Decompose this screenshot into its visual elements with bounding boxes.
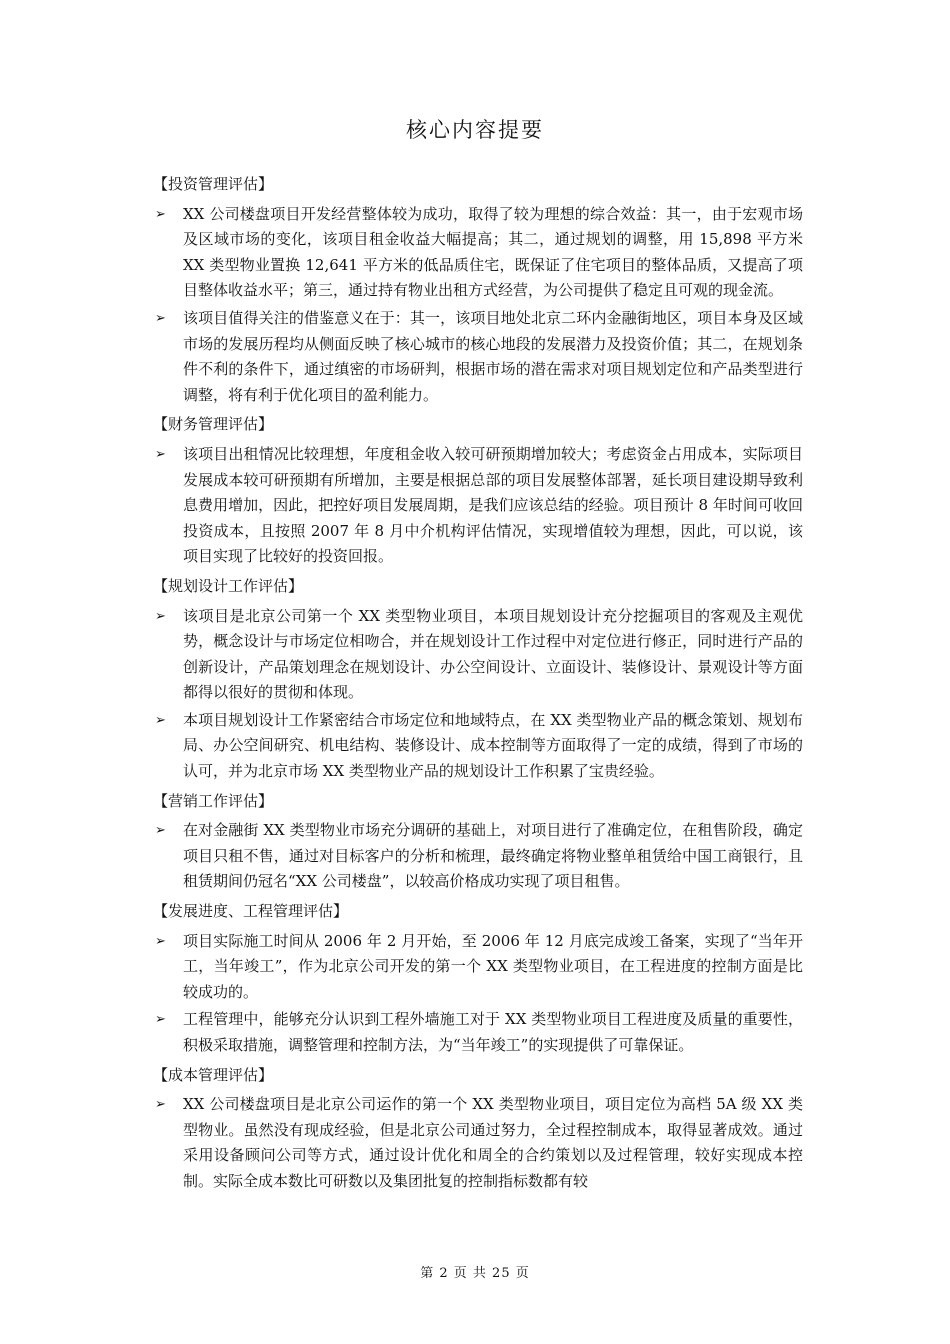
section-heading: 【投资管理评估】 <box>153 175 274 193</box>
arrow-bullet-icon: ➢ <box>155 608 166 624</box>
section <box>153 172 803 408</box>
arrow-bullet-icon: ➢ <box>155 206 166 222</box>
arrow-bullet-icon: ➢ <box>155 446 166 462</box>
arrow-bullet-icon: ➢ <box>155 823 166 839</box>
bullet-text: 在对金融街 XX 类型物业市场充分调研的基础上，对项目进行了准确定位，在租售阶段，确定项目只租不售，通过对目标客户的分析和梳理，最终确定将物业整单租赁给中国工商银行，且租赁期间仍冠名“XX 公司楼盘”，以较高价格成功实现了项目租售。 <box>183 821 803 891</box>
arrow-bullet-icon: ➢ <box>155 1012 166 1028</box>
page-footer: 第 2 页 共 25 页 <box>420 1266 530 1281</box>
arrow-bullet-icon: ➢ <box>155 933 166 949</box>
bullet-item <box>153 929 803 1006</box>
bullet-text: 项目实际施工时间从 2006 年 2 月开始，至 2006 年 12 月底完成竣工备案，实现了“当年开工，当年竣工”，作为北京公司开发的第一个 XX 类型物业项目，在工程进度的控制方面是比较成功的。 <box>183 931 803 1001</box>
section-heading: 【规划设计工作评估】 <box>153 576 304 595</box>
arrow-bullet-icon: ➢ <box>155 1097 166 1113</box>
bullet-text: XX 公司楼盘项目开发经营整体较为成功，取得了较为理想的综合效益：其一，由于宏观市场及区域市场的变化，该项目租金收益大幅提高；其二，通过规划的调整，用 15,898 平方米 XX 类型物业置换 12,641 平方米的低品质住宅，既保证了住宅项目的整体品质，又提高了项目整体收益水平；第三，通过持有物业出租方式经营，为公司提供了稳定且可观的现金流。 <box>183 204 803 300</box>
document-body <box>153 172 803 1199</box>
section-heading: 【营销工作评估】 <box>153 791 274 810</box>
section <box>153 412 803 570</box>
arrow-bullet-icon: ➢ <box>155 712 166 728</box>
bullet-item <box>153 818 803 895</box>
bullet-item <box>153 1092 803 1194</box>
arrow-bullet-icon: ➢ <box>155 310 166 326</box>
section-heading: 【发展进度、工程管理评估】 <box>153 902 349 921</box>
section <box>153 574 803 785</box>
bullet-item <box>153 442 803 570</box>
bullet-item <box>153 1007 803 1058</box>
bullet-text: 工程管理中，能够充分认识到工程外墙施工对于 XX 类型物业项目工程进度及质量的重要性，积极采取措施，调整管理和控制方法，为“当年竣工”的实现提供了可靠保证。 <box>183 1010 803 1054</box>
page-title: 核心内容提要 <box>406 118 544 142</box>
section <box>153 899 803 1059</box>
section-heading: 【财务管理评估】 <box>153 415 274 434</box>
bullet-item <box>153 306 803 408</box>
bullet-text: 本项目规划设计工作紧密结合市场定位和地域特点，在 XX 类型物业产品的概念策划、规划布局、办公空间研究、机电结构、装修设计、成本控制等方面取得了一定的成绩，得到了市场的认可，并为北京市场 XX 类型物业产品的规划设计工作积累了宝贵经验。 <box>183 710 803 781</box>
bullet-item <box>153 708 803 785</box>
section-heading: 【成本管理评估】 <box>153 1065 274 1084</box>
section <box>153 789 803 895</box>
section <box>153 1063 803 1195</box>
bullet-text: 该项目值得关注的借鉴意义在于：其一，该项目地处北京二环内金融街地区，项目本身及区域市场的发展历程均从侧面反映了核心城市的核心地段的发展潜力及投资价值；其二，在规划条件不利的条件下，通过缜密的市场研判，根据市场的潜在需求对项目规划定位和产品类型进行调整，将有利于优化项目的盈利能力。 <box>183 308 803 404</box>
bullet-item <box>153 604 803 706</box>
bullet-text: 该项目是北京公司第一个 XX 类型物业项目，本项目规划设计充分挖掘项目的客观及主观优势，概念设计与市场定位相吻合，并在规划设计工作过程中对定位进行修正，同时进行产品的创新设计，产品策划理念在规划设计、办公空间设计、立面设计、装修设计、景观设计等方面都得以很好的贯彻和体现。 <box>183 606 803 702</box>
bullet-text: XX 公司楼盘项目是北京公司运作的第一个 XX 类型物业项目，项目定位为高档 5A 级 XX 类型物业。虽然没有现成经验，但是北京公司通过努力，全过程控制成本，取得显著成效。通过采用设备顾问公司等方式，通过设计优化和周全的合约策划以及过程管理，较好实现成本控制。实际全成本数比可研数以及集团批复的控制指标数都有较 <box>183 1095 803 1190</box>
bullet-text: 该项目出租情况比较理想，年度租金收入较可研预期增加较大；考虑资金占用成本，实际项目发展成本较可研预期有所增加，主要是根据总部的项目发展整体部署，延长项目建设期导致利息费用增加，因此，把控好项目发展周期，是我们应该总结的经验。项目预计 8 年时间可收回投资成本，且按照 2007 年 8 月中介机构评估情况，实现增值较为理想，因此，可以说，该项目实现了比较好的投资回报。 <box>183 444 803 566</box>
bullet-item <box>153 202 803 304</box>
